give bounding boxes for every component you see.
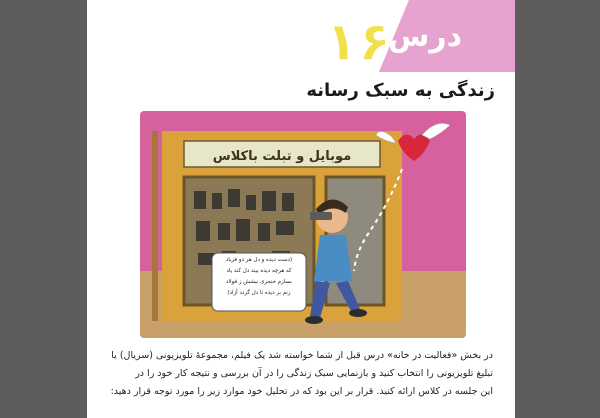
shop-sign-text: موبایل و تبلت باکلاس xyxy=(212,149,352,164)
body-text xyxy=(103,347,493,401)
lesson-number xyxy=(323,8,393,72)
eye-telescope xyxy=(310,212,332,220)
lesson-word: درس xyxy=(388,19,463,54)
textbook-page xyxy=(87,0,515,418)
speech-bubble-text: (دست دیده و دل هر دو فریاد که هرچه دیده بیند دل کند یاد بسازم خنجری نیشش ز فولاد زنم بر دیده تا دل گردد آزاد) xyxy=(225,257,293,296)
lesson-title: زندگی به سبک رسانه xyxy=(306,80,495,101)
body-line-3: این جلسه در کلاس ارائه کنید. قرار بر این بود که در تحلیل خود موارد زیر را مورد توجه قرار دهید: xyxy=(110,386,493,397)
body-line-2: تبلیغ تلویزیونی را انتخاب کنید و بازنمایی سبک زندگی را در آن بررسی و نتیجه کار خود را در xyxy=(135,368,493,379)
pole xyxy=(152,131,158,321)
cartoon-scene xyxy=(140,111,466,338)
body-line-1: در بخش «فعالیت در خانه» درس قبل از شما خواسته شد یک فیلم، مجموعهٔ تلویزیونی (سریال) یا xyxy=(111,350,493,361)
lesson-illustration xyxy=(140,111,466,338)
lesson-number-text: ۱۶ xyxy=(325,10,391,72)
